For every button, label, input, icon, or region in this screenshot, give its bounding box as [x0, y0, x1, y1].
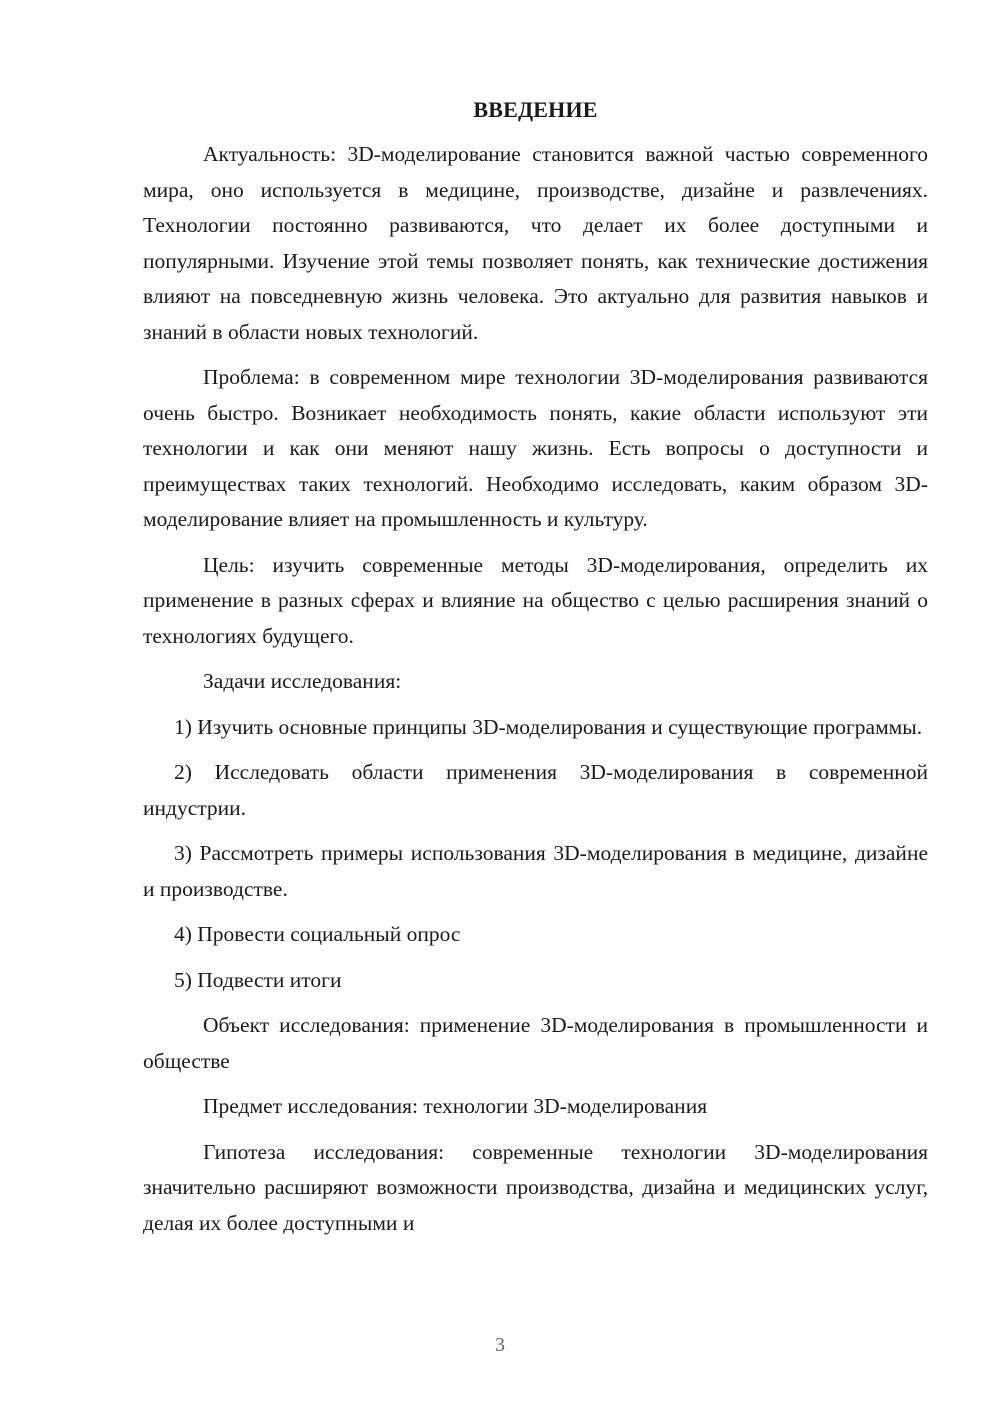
- paragraph-hypothesis: Гипотеза исследования: современные технологии 3D-моделирования значительно расширяют возможности производства, дизайна и медицинских услуг, делая их более доступными и: [143, 1139, 928, 1235]
- task-item-2: 2) Исследовать области применения 3D-моделирования в современной индустрии.: [143, 760, 928, 820]
- page-number: 3: [495, 1334, 505, 1356]
- task-item-3: 3) Рассмотреть примеры использования 3D-моделирования в медицине, дизайне и производстве.: [143, 841, 928, 901]
- paragraph-goal: Цель: изучить современные методы 3D-моделирования, определить их применение в разных сферах и влияние на общество с целью расширения знаний о технологиях будущего.: [143, 552, 928, 648]
- paragraph-object: Объект исследования: применение 3D-моделирования в промышленности и обществе: [143, 1013, 928, 1073]
- page-content: [143, 95, 928, 1251]
- paragraph-problem: Проблема: в современном мире технологии 3D-моделирования развиваются очень быстро. Возникает необходимость понять, какие области используют эти технологии и как они меняют нашу жизнь. Есть вопросы о доступности и преимуществах таких технологий. Необходимо исследовать, каким образом 3D-моделирование влияет на промышленность и культуру.: [143, 365, 928, 531]
- paragraph-relevance: Актуальность: 3D-моделирование становится важной частью современного мира, оно используется в медицине, производстве, дизайне и развлечениях. Технологии постоянно развиваются, что делает их более доступными и популярными. Изучение этой темы позволяет понять, как технические достижения влияют на повседневную жизнь человека. Это актуально для развития навыков и знаний в области новых технологий.: [143, 142, 928, 344]
- tasks-title: Задачи исследования:: [203, 669, 402, 693]
- task-item-4: 4) Провести социальный опрос: [174, 922, 461, 946]
- section-heading: ВВЕДЕНИЕ: [473, 97, 598, 122]
- task-item-5: 5) Подвести итоги: [174, 967, 342, 992]
- task-item-1: 1) Изучить основные принципы 3D-моделирования и существующие программы.: [174, 714, 923, 739]
- paragraph-subject: Предмет исследования: технологии 3D-моделирования: [203, 1094, 708, 1118]
